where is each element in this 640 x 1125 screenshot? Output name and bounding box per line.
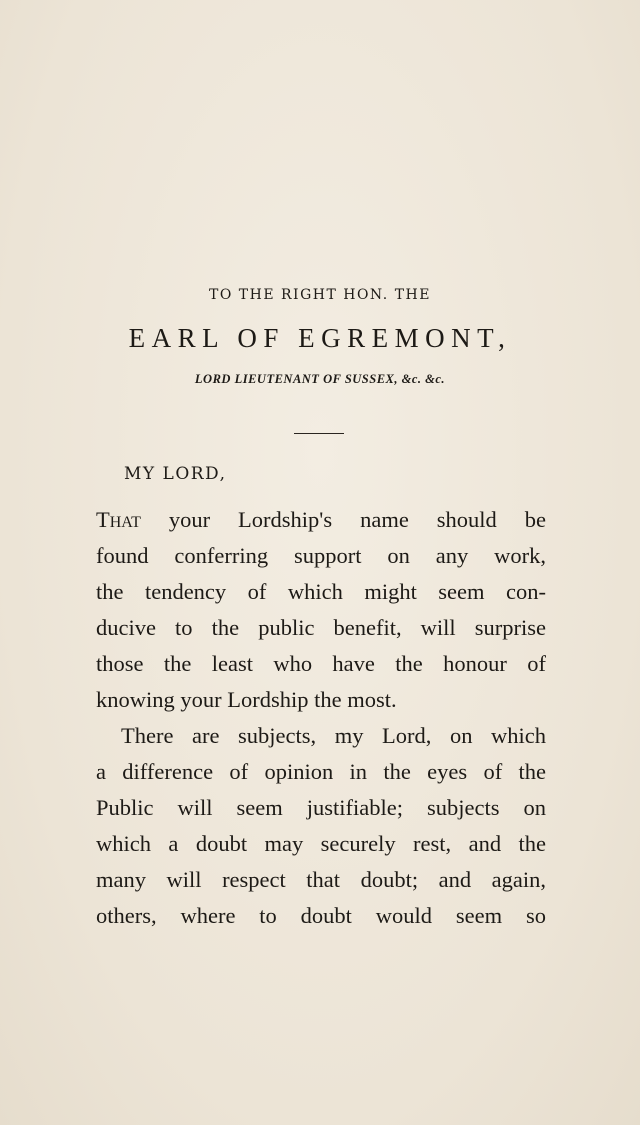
paragraph1-line-3: the tendency of which might seem con- bbox=[96, 579, 546, 604]
paragraph1-lead-word: That bbox=[96, 507, 141, 532]
paragraph1-line-6: knowing your Lordship the most. bbox=[96, 687, 397, 712]
paragraph1-line-4: ducive to the public benefit, will surprise bbox=[96, 615, 546, 640]
paragraph2-line-4: which a doubt may securely rest, and the bbox=[96, 831, 546, 856]
dedication-subtitle: LORD LIEUTENANT OF SUSSEX, &c. &c. bbox=[194, 372, 446, 386]
dedication-title: EARL OF EGREMONT, bbox=[128, 323, 512, 353]
section-divider bbox=[294, 433, 344, 434]
paragraph1-line-1 bbox=[96, 502, 546, 538]
paragraph1-line-1-text: your Lordship's name should be bbox=[140, 507, 546, 532]
paragraph2-line-6: others, where to doubt would seem so bbox=[96, 903, 546, 928]
paragraph1-line-2: found conferring support on any work, bbox=[96, 543, 546, 568]
letter-salutation: MY LORD, bbox=[124, 464, 227, 484]
paragraph2-line-2: a difference of opinion in the eyes of the bbox=[96, 759, 546, 784]
paragraph1-line-5: those the least who have the honour of bbox=[96, 651, 546, 676]
paragraph2-line-5: many will respect that doubt; and again, bbox=[96, 867, 546, 892]
dedication-to-line: TO THE RIGHT HON. THE bbox=[209, 287, 431, 303]
paragraph2-line-3: Public will seem justifiable; subjects on bbox=[96, 795, 546, 820]
paragraph2-line-1: There are subjects, my Lord, on which bbox=[121, 723, 546, 748]
